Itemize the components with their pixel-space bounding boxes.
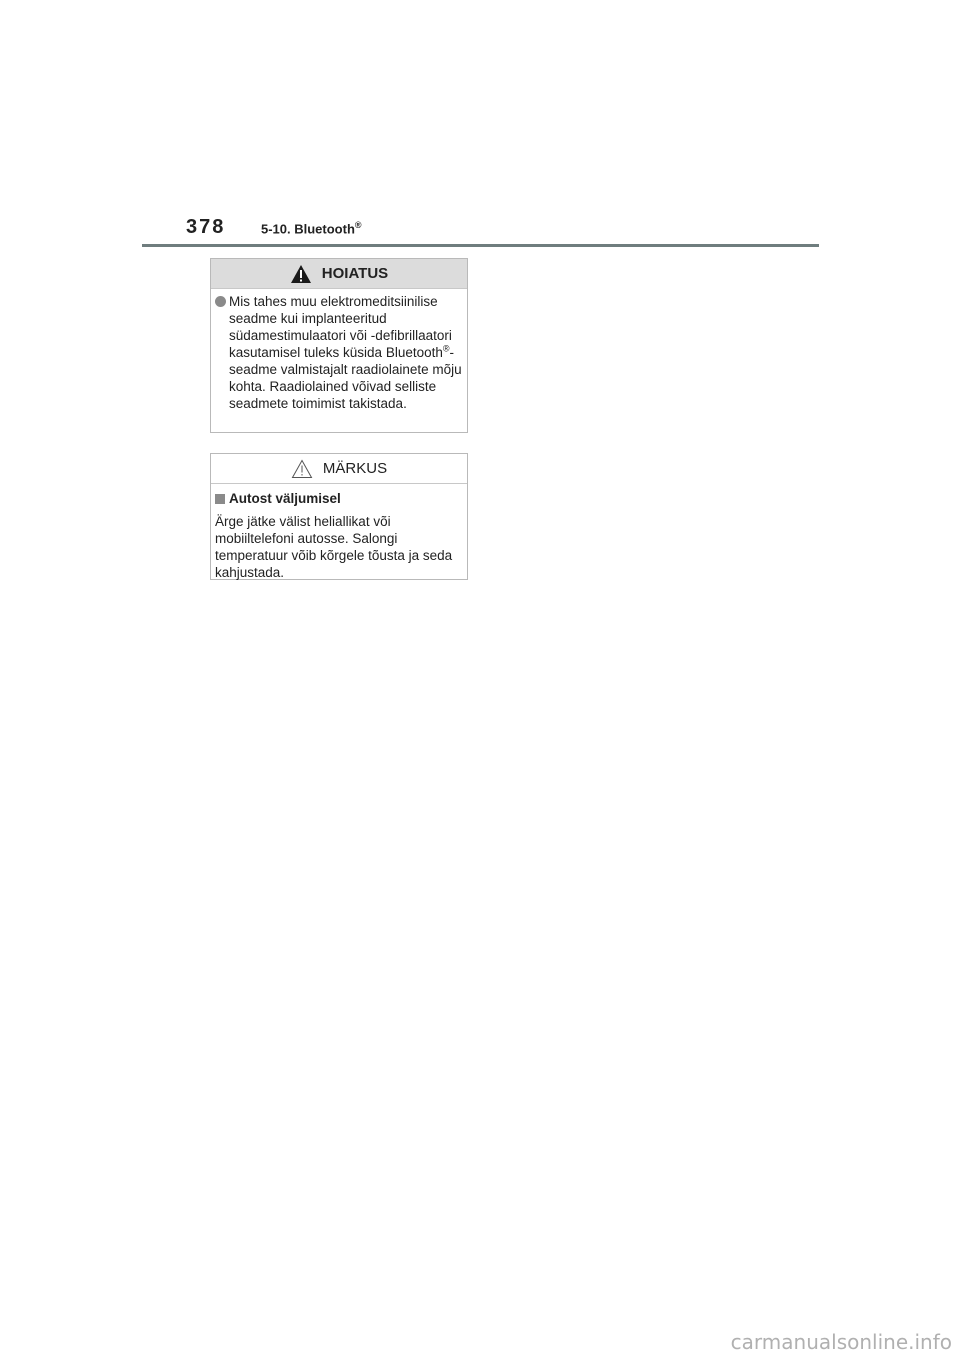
watermark: carmanualsonline.info bbox=[730, 1330, 952, 1354]
warning-text-part2: -seadme valmistajalt raadiolainete mõju kohta. Raadiolained võivad selliste seadmete toimimist takistada. bbox=[229, 345, 462, 411]
notice-subheading bbox=[215, 490, 463, 507]
section-title bbox=[261, 220, 362, 236]
warning-text-part1: Mis tahes muu elektromeditsiinilise seadme kui implanteeritud südamestimulaatori või -defibrillaatori kasutamisel tuleks küsida Bluetooth bbox=[229, 294, 452, 360]
page-number: 378 bbox=[186, 216, 226, 238]
square-bullet-icon bbox=[215, 494, 225, 504]
warning-triangle-filled-icon bbox=[290, 264, 312, 284]
bullet-dot-icon bbox=[215, 296, 226, 307]
notice-header bbox=[211, 454, 467, 484]
warning-box bbox=[210, 258, 468, 433]
notice-title: MÄRKUS bbox=[322, 460, 388, 477]
notice-body bbox=[211, 484, 467, 581]
warning-header bbox=[211, 259, 467, 289]
notice-box bbox=[210, 453, 468, 580]
warning-bullet bbox=[215, 293, 463, 412]
section-title-sup: ® bbox=[354, 220, 362, 230]
warning-text-sup: ® bbox=[442, 343, 450, 354]
warning-bullet-text bbox=[229, 293, 463, 412]
header-divider bbox=[142, 244, 819, 247]
warning-triangle-outline-icon bbox=[291, 459, 313, 479]
section-title-text: 5-10. Bluetooth bbox=[261, 221, 355, 237]
warning-body bbox=[211, 289, 467, 412]
notice-subheading-text: Autost väljumisel bbox=[229, 491, 341, 506]
warning-title: HOIATUS bbox=[321, 265, 389, 282]
notice-text: Ärge jätke välist heliallikat või mobiiltelefoni autosse. Salongi temperatuur võib kõrgele tõusta ja seda kahjustada. bbox=[215, 514, 453, 580]
